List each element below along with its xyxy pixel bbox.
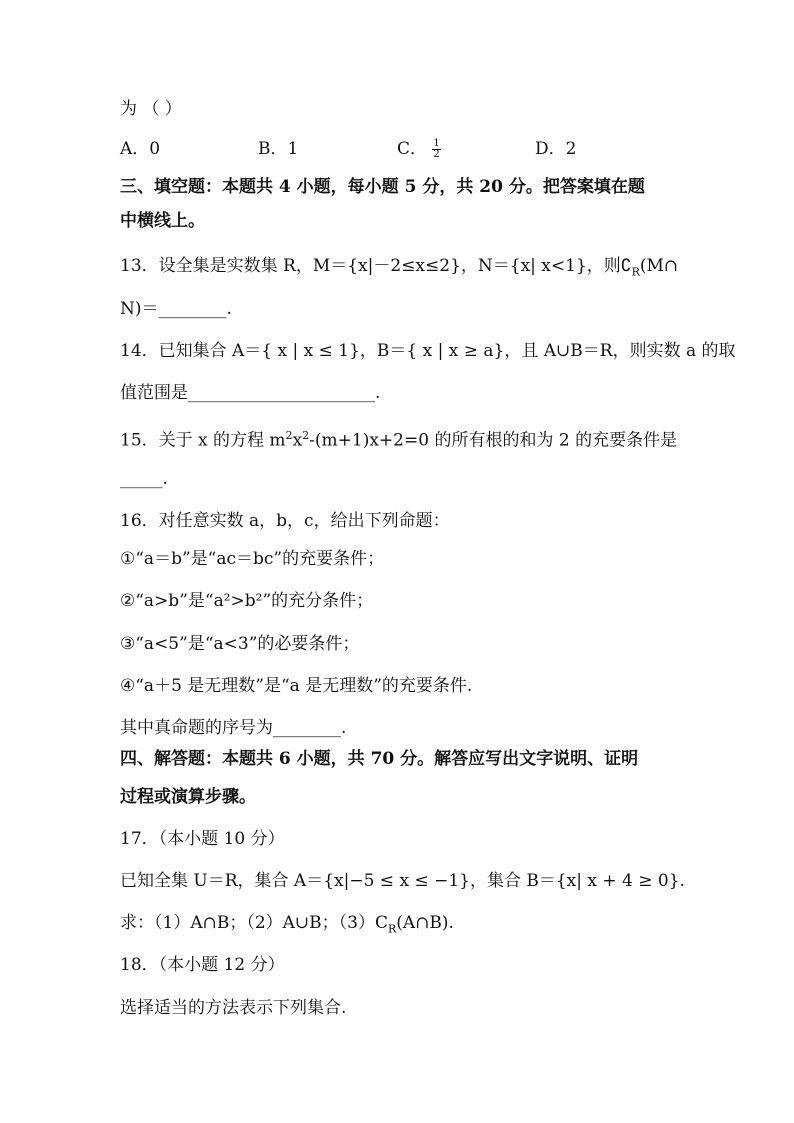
q17-header: 17．（本小题 10 分） [120, 829, 285, 849]
option-a: A．0 [120, 139, 161, 159]
section3-heading-line2: 中横线上。 [120, 211, 205, 231]
q16-item-4: ④“a＋5 是无理数”是“a 是无理数”的充要条件. [120, 676, 473, 696]
q12-tail: 为 （ ） [120, 99, 182, 119]
q18-header: 18．（本小题 12 分） [120, 955, 285, 975]
q12-options [120, 138, 680, 162]
option-c: C． $\frac{1}{2}$ [397, 138, 440, 160]
q16-item-3: ③“a<5”是“a<3”的必要条件； [120, 634, 360, 654]
section4-heading-line1: 四、解答题：本题共 6 小题，共 70 分。解答应写出文字说明、证明 [120, 749, 639, 769]
q14-line1: 14．已知集合 A＝{ x | x ≤ 1}，B＝{ x | x ≥ a}，且 A∪B＝R，则实数 a 的取 [120, 341, 736, 361]
q15-line2: _____. [120, 469, 168, 489]
q14-line2: 值范围是______________________. [120, 383, 381, 403]
q16-item-1: ①“a＝b”是“ac＝bc”的充要条件； [120, 549, 385, 569]
q13-line1: 13．设全集是实数集 R，M＝{x|－2≤x≤2}，N＝{x| x<1}，则$∁_R(M\cap$ [120, 256, 679, 279]
fraction-one-half: $\frac{1}{2}$ [433, 138, 440, 160]
q17-line2: 求：（1）A∩B；（2）A∪B；$(3)C_R(A\cap B)$. [120, 913, 454, 936]
q16-answer: 其中真命题的序号为________. [120, 718, 347, 738]
section4-heading-line2: 过程或演算步骤。 [120, 787, 256, 807]
q13-line2: N)＝________. [120, 299, 232, 319]
q15-line1: 15．关于 x 的方程 $m^2x^2-(m+1)x+2=0$ 的所有根的和为 2 的充要条件是 [120, 429, 678, 451]
option-d: D．2 [535, 139, 577, 159]
q16-item-2: ②“a>b”是“a²>b²”的充分条件； [120, 591, 374, 611]
q18-line1: 选择适当的方法表示下列集合. [120, 998, 347, 1018]
q17-line1: 已知全集 U＝R，集合 A＝{x|−5 ≤ x ≤ −1}，集合 B＝{x| x + 4 ≥ 0}. [120, 871, 685, 891]
option-b: B．1 [258, 139, 299, 159]
section3-heading-line1: 三、填空题：本题共 4 小题，每小题 5 分，共 20 分。把答案填在题 [120, 177, 645, 197]
q16-intro: 16．对任意实数 a，b，c，给出下列命题： [120, 511, 450, 531]
